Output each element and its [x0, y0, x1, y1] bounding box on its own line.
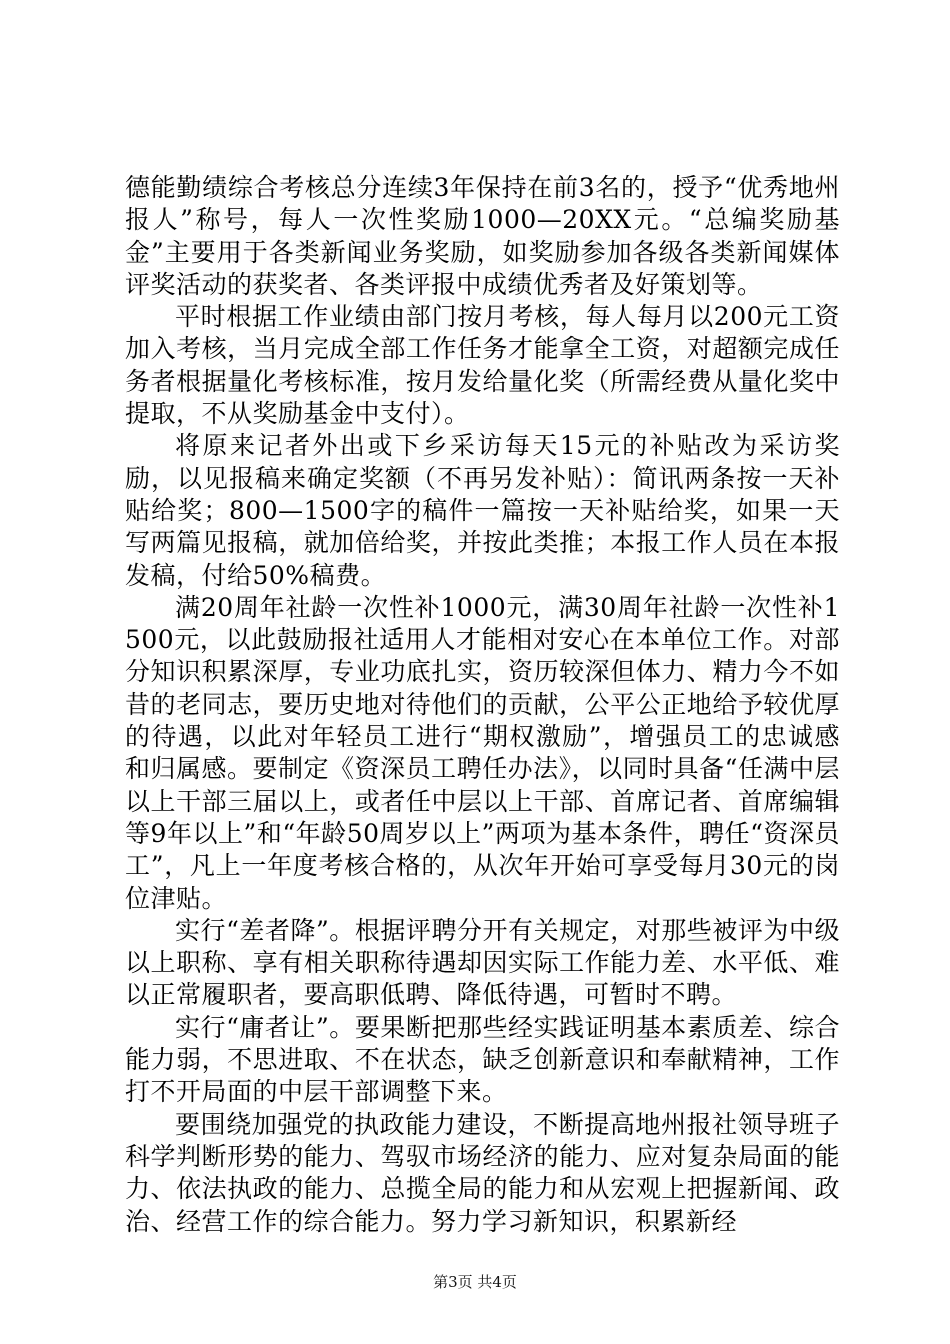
page-footer: [0, 1272, 950, 1292]
paragraph-interview-reward: 将原来记者外出或下乡采访每天15元的补贴改为采访奖励，以见报稿来确定奖额（不再另发补贴）：简讯两条按一天补贴给奖；800—1500字的稿件一篇按一天补贴给奖，如果一天写两篇见报稿，就加倍给奖，并按此类推；本报工作人员在本报发稿，付给50%稿费。: [125, 431, 840, 590]
paragraph-award-continued: 德能勤绩综合考核总分连续3年保持在前3名的，授予“优秀地州报人”称号，每人一次性奖励1000—20XX元。“总编奖励基金”主要用于各类新闻业务奖励，如奖励参加各级各类新闻媒体评奖活动的获奖者、各类评报中成绩优秀者及好策划等。: [125, 173, 840, 299]
document-body: [125, 172, 840, 1238]
paragraph-replacement-policy: 实行“庸者让”。要果断把那些经实践证明基本素质差、综合能力弱，不思进取、不在状态，缺乏创新意识和奉献精神，工作打不开局面的中层干部调整下来。: [125, 1012, 840, 1107]
page-number: 第3页 共4页: [433, 1273, 517, 1291]
paragraph-leadership-capacity: 要围绕加强党的执政能力建设，不断提高地州报社领导班子科学判断形势的能力、驾驭市场经济的能力、应对复杂局面的能力、依法执政的能力、总揽全局的能力和从宏观上把握新闻、政治、经营工作的综合能力。努力学习新知识，积累新经: [125, 1109, 840, 1236]
paragraph-demotion-policy: 实行“差者降”。根据评聘分开有关规定，对那些被评为中级以上职称、享有相关职称待遇却因实际工作能力差、水平低、难以正常履职者，要高职低聘、降低待遇，可暂时不聘。: [125, 915, 840, 1010]
paragraph-seniority-allowance: 满20周年社龄一次性补1000元，满30周年社龄一次性补1500元，以此鼓励报社适用人才能相对安心在本单位工作。对部分知识积累深厚，专业功底扎实，资历较深但体力、精力今不如昔的老同志，要历史地对待他们的贡献，公平公正地给予较优厚的待遇，以此对年轻员工进行“期权激励”，增强员工的忠诚感和归属感。要制定《资深员工聘任办法》，以同时具备“任满中层以上干部三届以上，或者任中层以上干部、首席记者、首席编辑等9年以上”和“年龄50周岁以上”两项为基本条件，聘任“资深员工”，凡上一年度考核合格的，从次年开始可享受每月30元的岗位津贴。: [125, 592, 840, 913]
paragraph-monthly-assessment: 平时根据工作业绩由部门按月考核，每人每月以200元工资加入考核，当月完成全部工作任务才能拿全工资，对超额完成任务者根据量化考核标准，按月发给量化奖（所需经费从量化奖中提取，不从奖励基金中支付）。: [125, 302, 840, 429]
